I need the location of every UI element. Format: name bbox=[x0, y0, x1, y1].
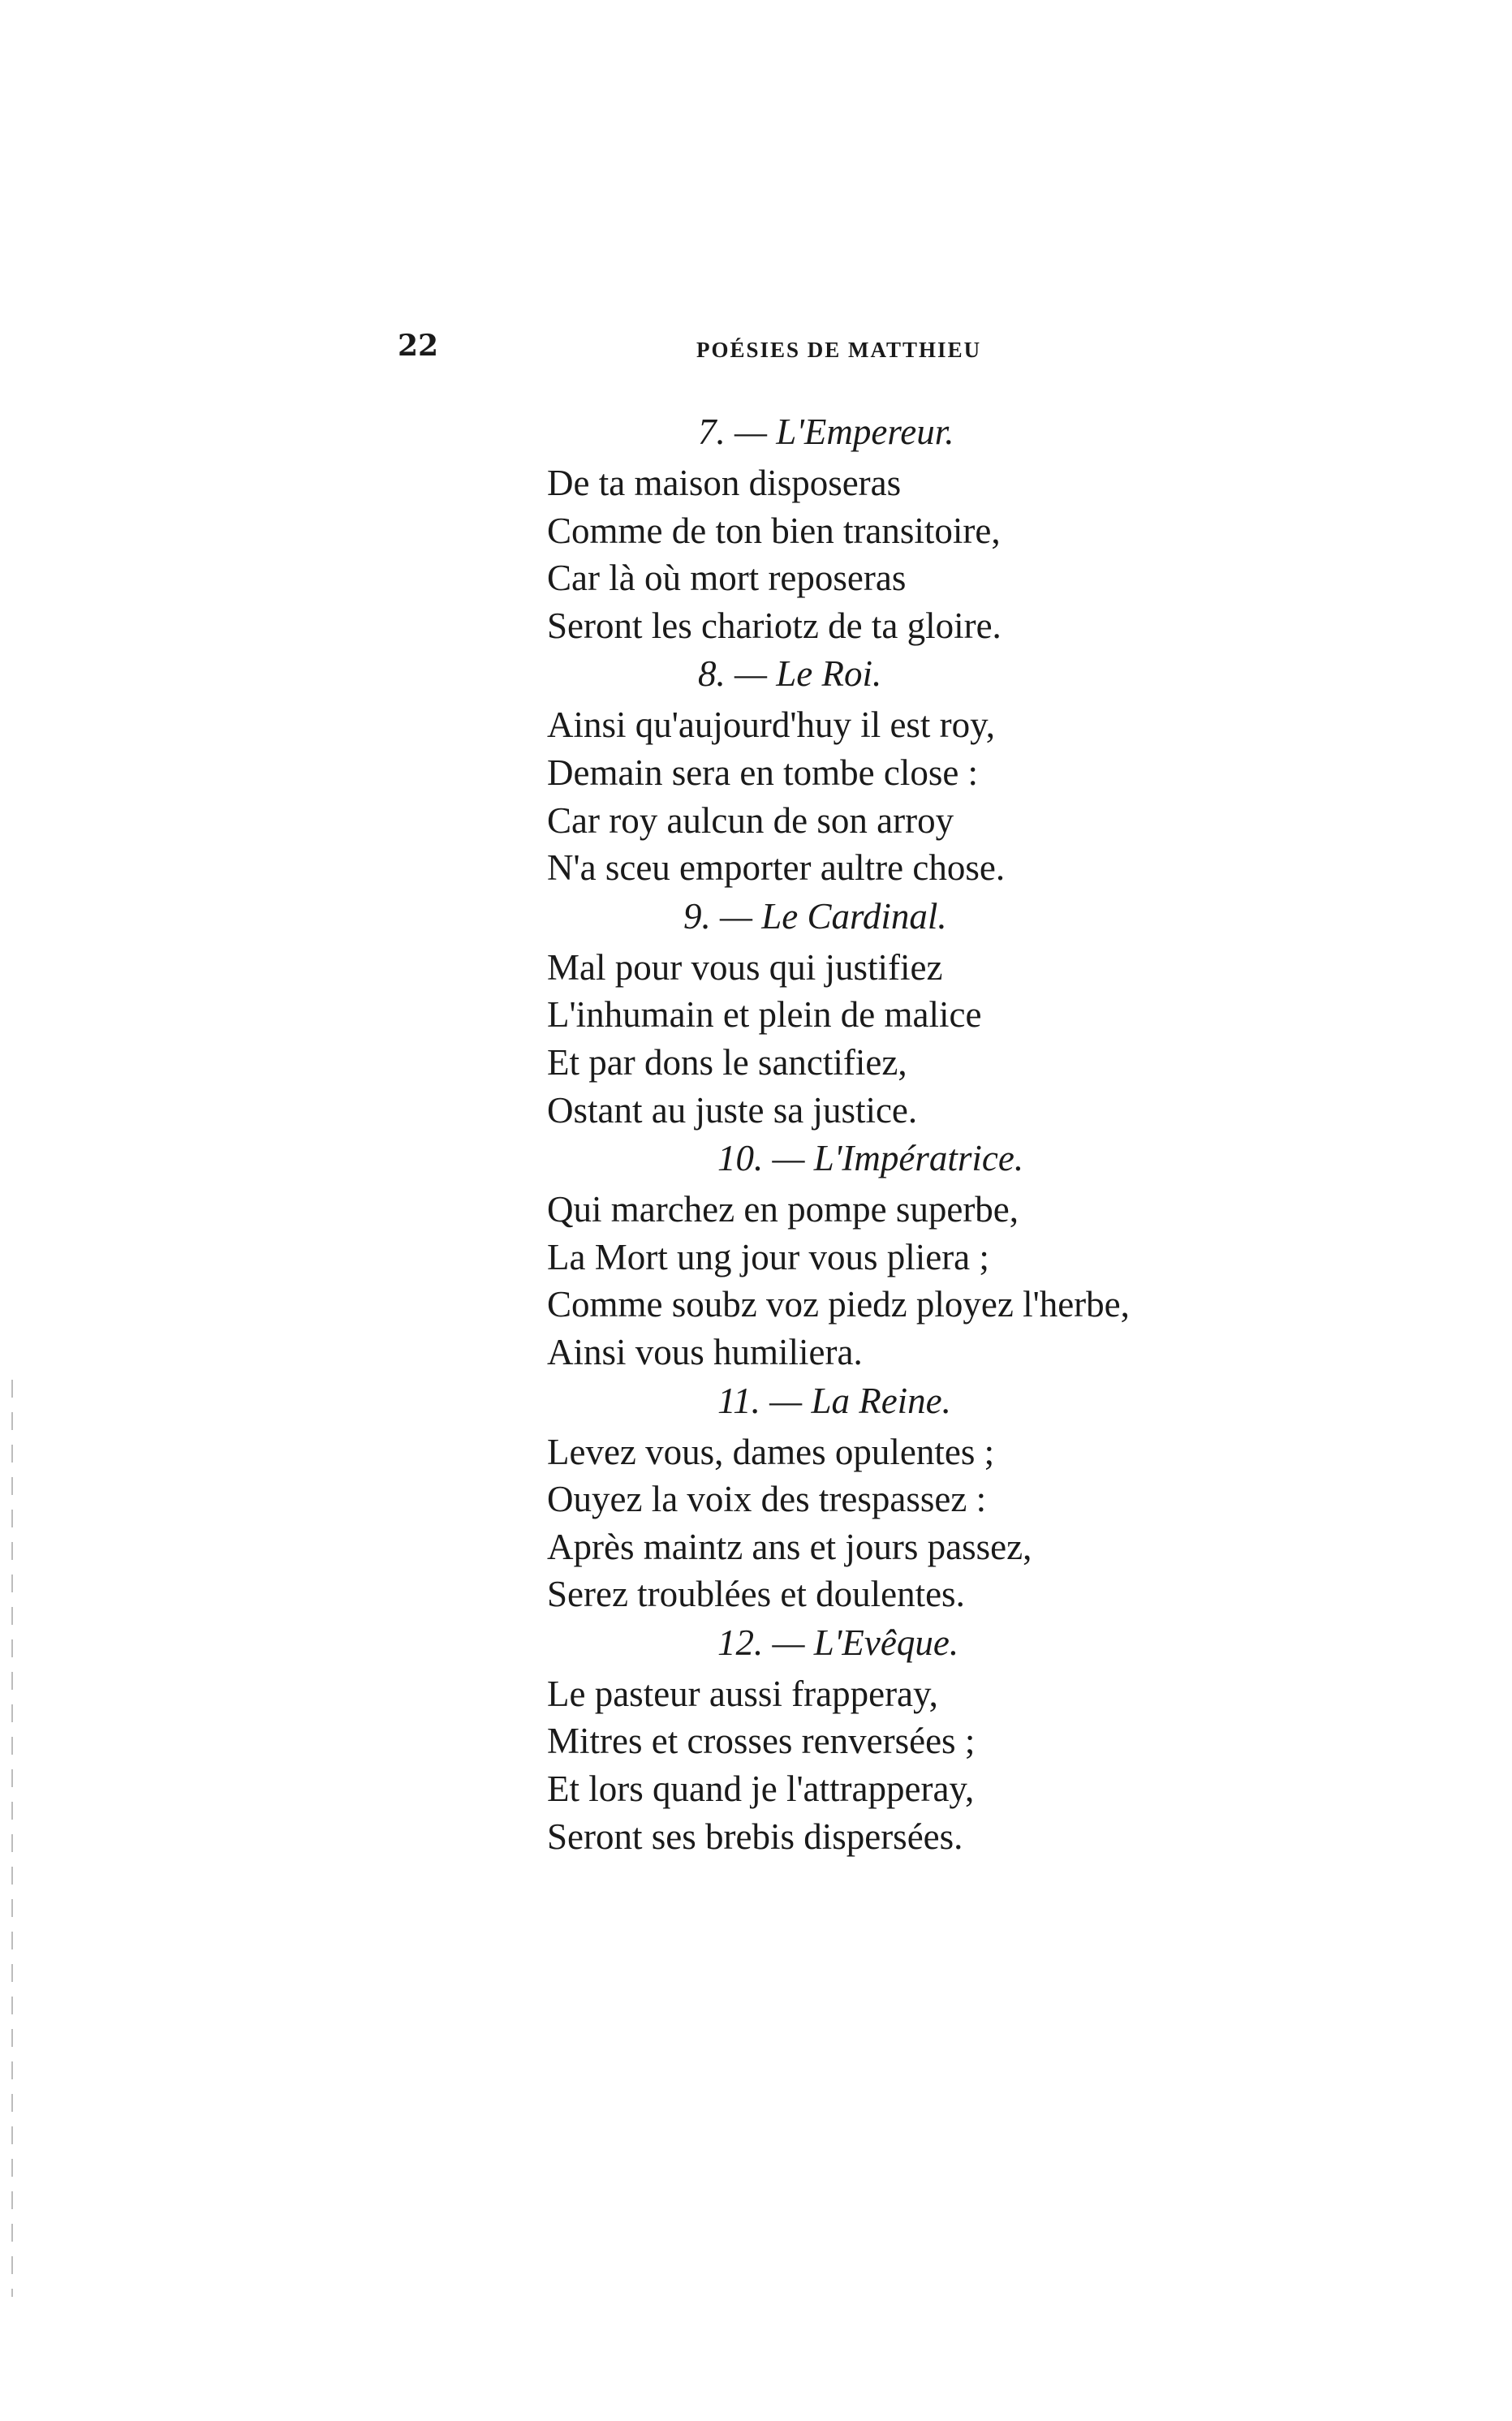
stanza-9 bbox=[547, 892, 1456, 1134]
stanza-title: La Reine. bbox=[811, 1380, 951, 1421]
stanza-dash: — bbox=[772, 1138, 805, 1179]
stanza-number: 10. bbox=[717, 1138, 764, 1179]
stanza-dash: — bbox=[734, 653, 768, 695]
stanza-7 bbox=[547, 407, 1456, 649]
stanza-8 bbox=[547, 649, 1456, 891]
stanza-number: 12. bbox=[717, 1622, 764, 1663]
page-number: 22 bbox=[398, 329, 439, 363]
verse-line: La Mort ung jour vous pliera ; bbox=[547, 1236, 989, 1277]
scan-edge-mark bbox=[11, 1380, 13, 2297]
verse-line: Qui marchez en pompe superbe, bbox=[547, 1189, 1019, 1230]
verse-line: Ouyez la voix des trespassez : bbox=[547, 1479, 987, 1520]
stanza-heading bbox=[547, 407, 1456, 459]
verse-line: Ainsi vous humiliera. bbox=[547, 1331, 863, 1372]
stanza-number: 8. bbox=[698, 653, 726, 695]
verse-line: Seront les chariotz de ta gloire. bbox=[547, 605, 1002, 646]
stanza-12 bbox=[547, 1618, 1456, 1860]
stanza-11 bbox=[547, 1376, 1456, 1618]
verse-line: Comme de ton bien transitoire, bbox=[547, 510, 1001, 551]
verse-line: De ta maison disposeras bbox=[547, 463, 902, 503]
verse-line: N'a sceu emporter aultre chose. bbox=[547, 847, 1006, 889]
stanza-dash: — bbox=[734, 411, 768, 452]
stanza-dash: — bbox=[769, 1380, 803, 1421]
stanza-heading bbox=[547, 1618, 1456, 1670]
stanza-title: L'Evêque. bbox=[813, 1622, 959, 1663]
stanza-heading bbox=[547, 892, 1456, 944]
verse-line: Ostant au juste sa justice. bbox=[547, 1089, 918, 1131]
stanza-number: 9. bbox=[683, 895, 711, 937]
verse-line: Mitres et crosses renversées ; bbox=[547, 1721, 976, 1762]
stanza-dash: — bbox=[772, 1622, 805, 1663]
stanza-heading bbox=[547, 649, 1456, 701]
stanza-number: 7. bbox=[698, 411, 726, 452]
stanza-dash: — bbox=[720, 895, 753, 937]
verse-line: Mal pour vous qui justifiez bbox=[547, 946, 943, 988]
verse-line: Levez vous, dames opulentes ; bbox=[547, 1431, 995, 1472]
verse-line: L'inhumain et plein de malice bbox=[547, 994, 982, 1036]
stanza-title: L'Empereur. bbox=[776, 411, 954, 452]
verse-line: Et lors quand je l'attrapperay, bbox=[547, 1768, 975, 1810]
verse-line: Et par dons le sanctifiez, bbox=[547, 1041, 907, 1083]
verse-line: Seront ses brebis dispersées. bbox=[547, 1816, 963, 1857]
running-title: POÉSIES DE MATTHIEU bbox=[696, 338, 982, 362]
verse-line: Le pasteur aussi frapperay, bbox=[547, 1673, 938, 1714]
verse-line: Comme soubz voz piedz ployez l'herbe, bbox=[547, 1284, 1130, 1325]
stanza-number: 11. bbox=[717, 1380, 760, 1421]
verse-line: Car là où mort reposeras bbox=[547, 558, 907, 599]
verse-line: Car roy aulcun de son arroy bbox=[547, 799, 954, 841]
poem-body bbox=[547, 407, 1456, 1860]
stanza-heading bbox=[547, 1134, 1456, 1186]
stanza-title: Le Cardinal. bbox=[761, 895, 947, 937]
verse-line: Serez troublées et doulentes. bbox=[547, 1574, 965, 1615]
verse-line: Ainsi qu'aujourd'huy il est roy, bbox=[547, 704, 995, 746]
verse-line: Après maintz ans et jours passez, bbox=[547, 1526, 1032, 1567]
stanza-title: L'Impératrice. bbox=[813, 1138, 1024, 1179]
stanza-heading bbox=[547, 1376, 1456, 1428]
verse-line: Demain sera en tombe close : bbox=[547, 752, 979, 793]
stanza-title: Le Roi. bbox=[776, 653, 882, 695]
stanza-10 bbox=[547, 1134, 1456, 1376]
